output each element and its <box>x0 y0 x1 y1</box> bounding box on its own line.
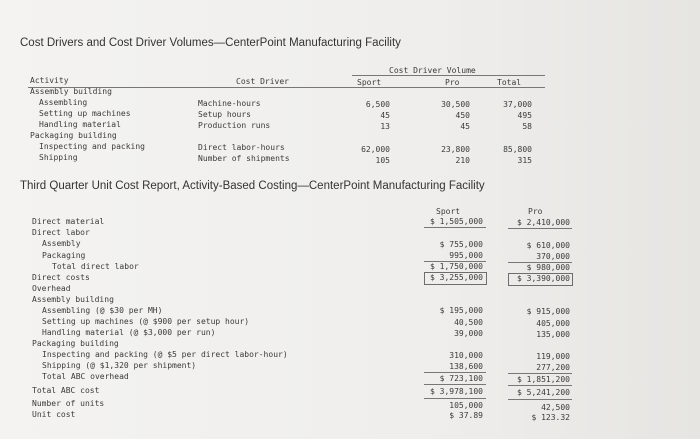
row-label: Total ABC cost <box>32 386 100 395</box>
pro-value: $ 1,851,200 <box>517 375 570 384</box>
divider <box>424 384 486 385</box>
cost-driver-header: Cost Driver <box>236 77 289 86</box>
row-label: Assembly building <box>32 295 114 304</box>
row-driver: Production runs <box>198 121 271 130</box>
sport-value: 40,500 <box>454 318 483 327</box>
sport-header: Sport <box>357 78 382 87</box>
pro-header: Pro <box>445 78 460 87</box>
row-label: Packaging <box>42 251 86 260</box>
pro-value: 370,000 <box>536 252 570 261</box>
row-label: Total ABC overhead <box>42 372 129 381</box>
pro-value: 135,000 <box>536 330 570 339</box>
pro-value: 119,000 <box>536 352 570 361</box>
row-label: Overhead <box>32 284 71 293</box>
sport-value: $ 1,750,000 <box>430 262 483 271</box>
pro-value: $ 2,410,000 <box>517 218 570 227</box>
row-label: Shipping <box>39 153 78 162</box>
row-total: 37,000 <box>503 100 532 109</box>
row-total: 58 <box>522 122 532 131</box>
sport-value: $ 3,255,000 <box>430 273 483 282</box>
row-pro: 45 <box>460 122 470 131</box>
row-label: Inspecting and packing (@ $5 per direct labor-hour) <box>42 350 288 359</box>
row-pro: 23,800 <box>441 145 470 154</box>
divider <box>508 228 572 229</box>
sport-value: $ 195,000 <box>439 306 483 315</box>
sport-value: 995,000 <box>449 251 483 260</box>
sport-value: 39,000 <box>454 329 483 338</box>
divider <box>508 373 572 374</box>
row-label: Shipping (@ $1,320 per shipment) <box>42 361 197 370</box>
row-sport: 62,000 <box>361 145 390 154</box>
row-label: Direct labor <box>32 228 90 237</box>
sport-value: $ 723,100 <box>439 374 483 383</box>
divider <box>424 398 486 399</box>
pro-value: $ 123.32 <box>531 413 570 422</box>
row-driver: Number of shipments <box>198 154 290 163</box>
row-sport: 6,500 <box>365 100 390 109</box>
pro-value: $ 915,000 <box>526 307 570 316</box>
divider <box>424 372 486 373</box>
pro-value: 42,500 <box>541 403 570 412</box>
row-sport: 105 <box>375 156 390 165</box>
table2-title: Third Quarter Unit Cost Report, Activity-Based Costing—CenterPoint Manufacturing Facility <box>20 180 485 192</box>
divider <box>424 227 486 228</box>
divider <box>508 385 572 386</box>
row-label: Setting up machines <box>39 109 131 118</box>
row-label: Handling material <box>39 120 121 129</box>
row-driver: Machine-hours <box>198 99 261 108</box>
row-pro: 210 <box>455 156 470 165</box>
row-label: Number of units <box>32 399 105 408</box>
sport-value: 138,600 <box>449 362 483 371</box>
sport-value: 105,000 <box>449 401 483 410</box>
pro-value: $ 5,241,200 <box>517 388 570 397</box>
row-label: Packaging building <box>32 339 119 348</box>
row-pro: 30,500 <box>441 100 470 109</box>
row-total: 85,800 <box>503 145 532 154</box>
table1-title: Cost Drivers and Cost Driver Volumes—CenterPoint Manufacturing Facility <box>20 37 401 49</box>
row-label: Assembling (@ $30 per MH) <box>42 306 163 315</box>
sport-value: $ 3,978,100 <box>430 387 483 396</box>
row-label: Assembly <box>42 239 81 248</box>
row-label: Packaging building <box>30 131 117 140</box>
row-label: Assembly building <box>30 87 112 96</box>
row-label: Direct costs <box>32 273 90 282</box>
pro-value: $ 610,000 <box>526 241 570 250</box>
pro-value: $ 3,390,000 <box>517 274 570 283</box>
row-driver: Direct labor-hours <box>198 143 285 152</box>
row-sport: 45 <box>380 111 390 120</box>
sport-value: 310,000 <box>449 351 483 360</box>
row-pro: 450 <box>455 111 470 120</box>
row-driver: Setup hours <box>198 110 251 119</box>
row-sport: 13 <box>380 122 390 131</box>
activity-header: Activity <box>30 76 69 85</box>
row-label: Handling material (@ $3,000 per run) <box>42 328 216 337</box>
row-label: Setting up machines (@ $900 per setup hour) <box>42 317 250 326</box>
sport-value: $ 37.89 <box>449 411 483 420</box>
volume-group-header: Cost Driver Volume <box>389 66 476 75</box>
row-label: Inspecting and packing <box>39 142 145 151</box>
row-total: 495 <box>517 111 532 120</box>
sport-header: Sport <box>436 207 461 216</box>
pro-value: 405,000 <box>536 319 570 328</box>
divider <box>352 75 545 76</box>
row-label: Assembling <box>39 98 88 107</box>
sport-value: $ 755,000 <box>439 240 483 249</box>
divider <box>508 399 572 400</box>
sport-value: $ 1,505,000 <box>430 217 483 226</box>
total-header: Total <box>497 78 522 87</box>
pro-value: $ 980,000 <box>526 263 570 272</box>
row-label: Direct material <box>32 217 105 226</box>
row-label: Total direct labor <box>52 262 139 271</box>
row-total: 315 <box>517 156 532 165</box>
pro-header: Pro <box>528 207 543 216</box>
pro-value: 277,200 <box>536 363 570 372</box>
row-label: Unit cost <box>32 410 76 419</box>
